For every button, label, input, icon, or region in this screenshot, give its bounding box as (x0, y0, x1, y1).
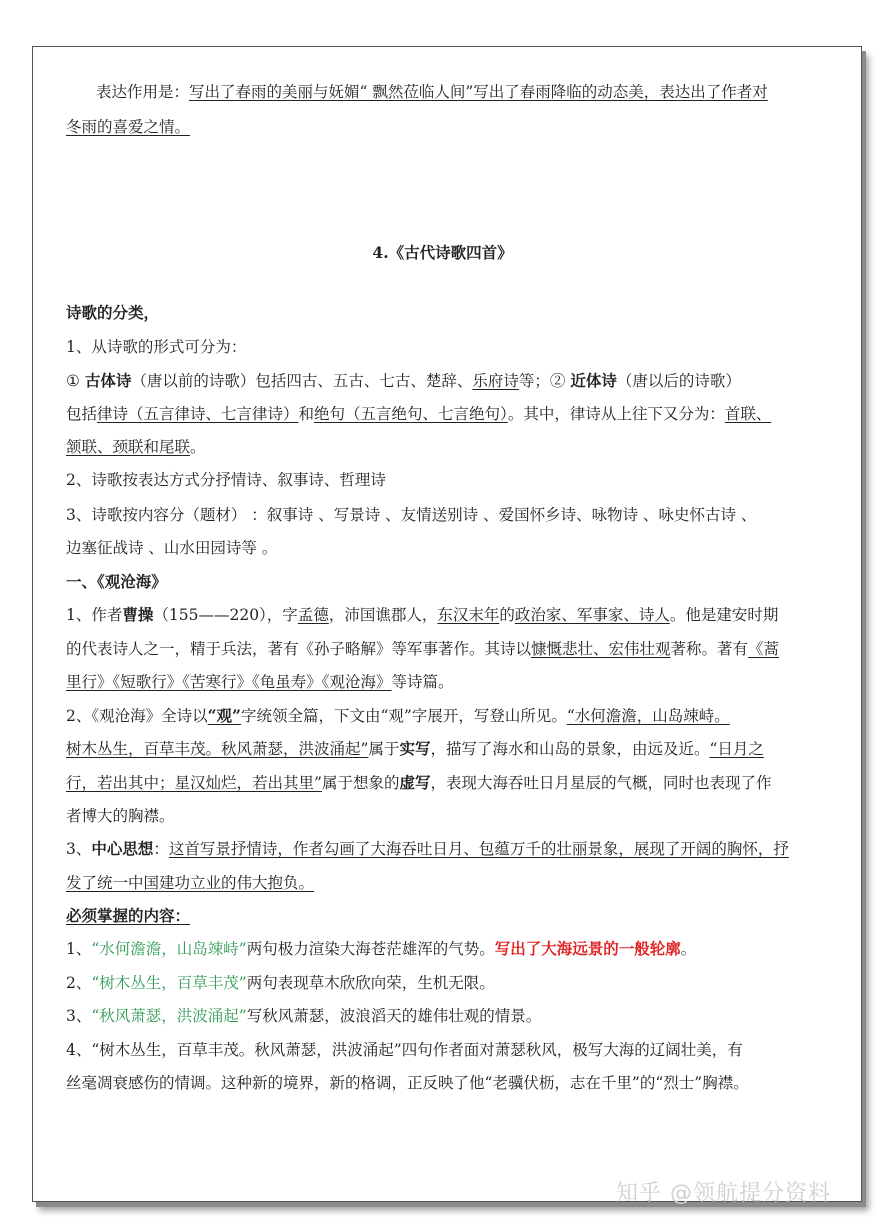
line-author-cont: 的代表诗人之一，精于兵法，著有《孙子略解》等军事著作。其诗以慷慨悲壮、宏伟壮观著称。著有《蒿 (66, 640, 780, 658)
line-master-1: 1、“水何澹澹，山岛竦峙”两句极力渲染大海苍茫雄浑的气势。写出了大海远景的一般轮廓。 (66, 939, 697, 958)
line-imaginative-writing: 行，若出其中；星汉灿烂，若出其里”属于想象的虚写，表现大海吞吐日月星辰的气概，同时也表现了作 (66, 773, 772, 792)
line-expression-types: 2、诗歌按表达方式分抒情诗、叙事诗、哲理诗 (66, 471, 386, 489)
line-couplets: 颔联、颈联和尾联。 (66, 438, 206, 456)
line-author: 1、作者曹操（155——220），字孟德，沛国谯郡人，东汉末年的政治家、军事家、诗人。他是建安时期 (66, 605, 779, 624)
line-works: 里行》《短歌行》《苦寒行》《龟虽寿》《观沧海》等诗篇。 (66, 673, 454, 691)
line-central-idea-cont: 发了统一中国建功立业的伟大抱负。 (66, 874, 315, 892)
line-content-types: 3、诗歌按内容分（题材） ：叙事诗 、写景诗 、友情送别诗 、爱国怀乡诗、咏物诗 、咏史怀古诗 、 (66, 506, 757, 524)
line-regulated-verse: 包括律诗（五言律诗、七言律诗）和绝句（五言绝句、七言绝句）。其中，律诗从上往下又分为：首联、 (66, 405, 772, 423)
line-guan-theme: 2、《观沧海》全诗以“观”字统领全篇，下文由“观”字展开，写登山所见。“水何澹澹，山岛竦峙。 (66, 706, 730, 725)
line-master-2: 2、“树木丛生，百草丰茂”两句表现草木欣欣向荣，生机无限。 (66, 974, 495, 992)
line-ancient-poetry: ① 古体诗（唐以前的诗歌）包括四古、五古、七古、楚辞、乐府诗等；② 近体诗（唐以后的诗歌） (66, 371, 741, 390)
line-real-writing: 树木丛生，百草丰茂。秋风萧瑟，洪波涌起”属于实写，描写了海水和山岛的景象，由远及近。“日月之 (66, 739, 764, 758)
watermark: 知乎 @领航提分资料 (616, 1181, 831, 1206)
line-form-classification: 1、从诗歌的形式可分为： (66, 338, 247, 356)
heading-must-master: 必须掌握的内容： (66, 906, 191, 925)
line-expression-effect-cont: 冬雨的喜爱之情。 (66, 118, 191, 136)
line-expression-effect: 表达作用是：写出了春雨的美丽与妩媚“ 飘然莅临人间”写出了春雨降临的动态美，表达出了作者对 (96, 83, 768, 101)
heading-guan-canghai: 一、《观沧海》 (66, 572, 167, 591)
line-content-types-cont: 边塞征战诗 、山水田园诗等 。 (66, 539, 278, 557)
line-imaginative-writing-cont: 者博大的胸襟。 (66, 807, 175, 825)
line-central-idea: 3、中心思想：这首写景抒情诗，作者勾画了大海吞吐日月、包蕴万千的壮丽景象，展现了开阔的胸怀，抒 (66, 839, 789, 858)
line-master-4: 4、“树木丛生，百草丰茂。秋风萧瑟，洪波涌起”四句作者面对萧瑟秋风，极写大海的辽阔壮美，有 (66, 1041, 743, 1059)
section-title: 4.《古代诗歌四首》 (372, 243, 513, 262)
heading-poetry-classification: 诗歌的分类， (66, 303, 160, 322)
line-master-4-cont: 丝毫凋衰感伤的情调。这种新的境界，新的格调，正反映了他“老骥伏枥，志在千里”的“烈士”胸襟。 (66, 1074, 749, 1092)
line-master-3: 3、“秋风萧瑟，洪波涌起”写秋风萧瑟，波浪滔天的雄伟壮观的情景。 (66, 1007, 542, 1025)
